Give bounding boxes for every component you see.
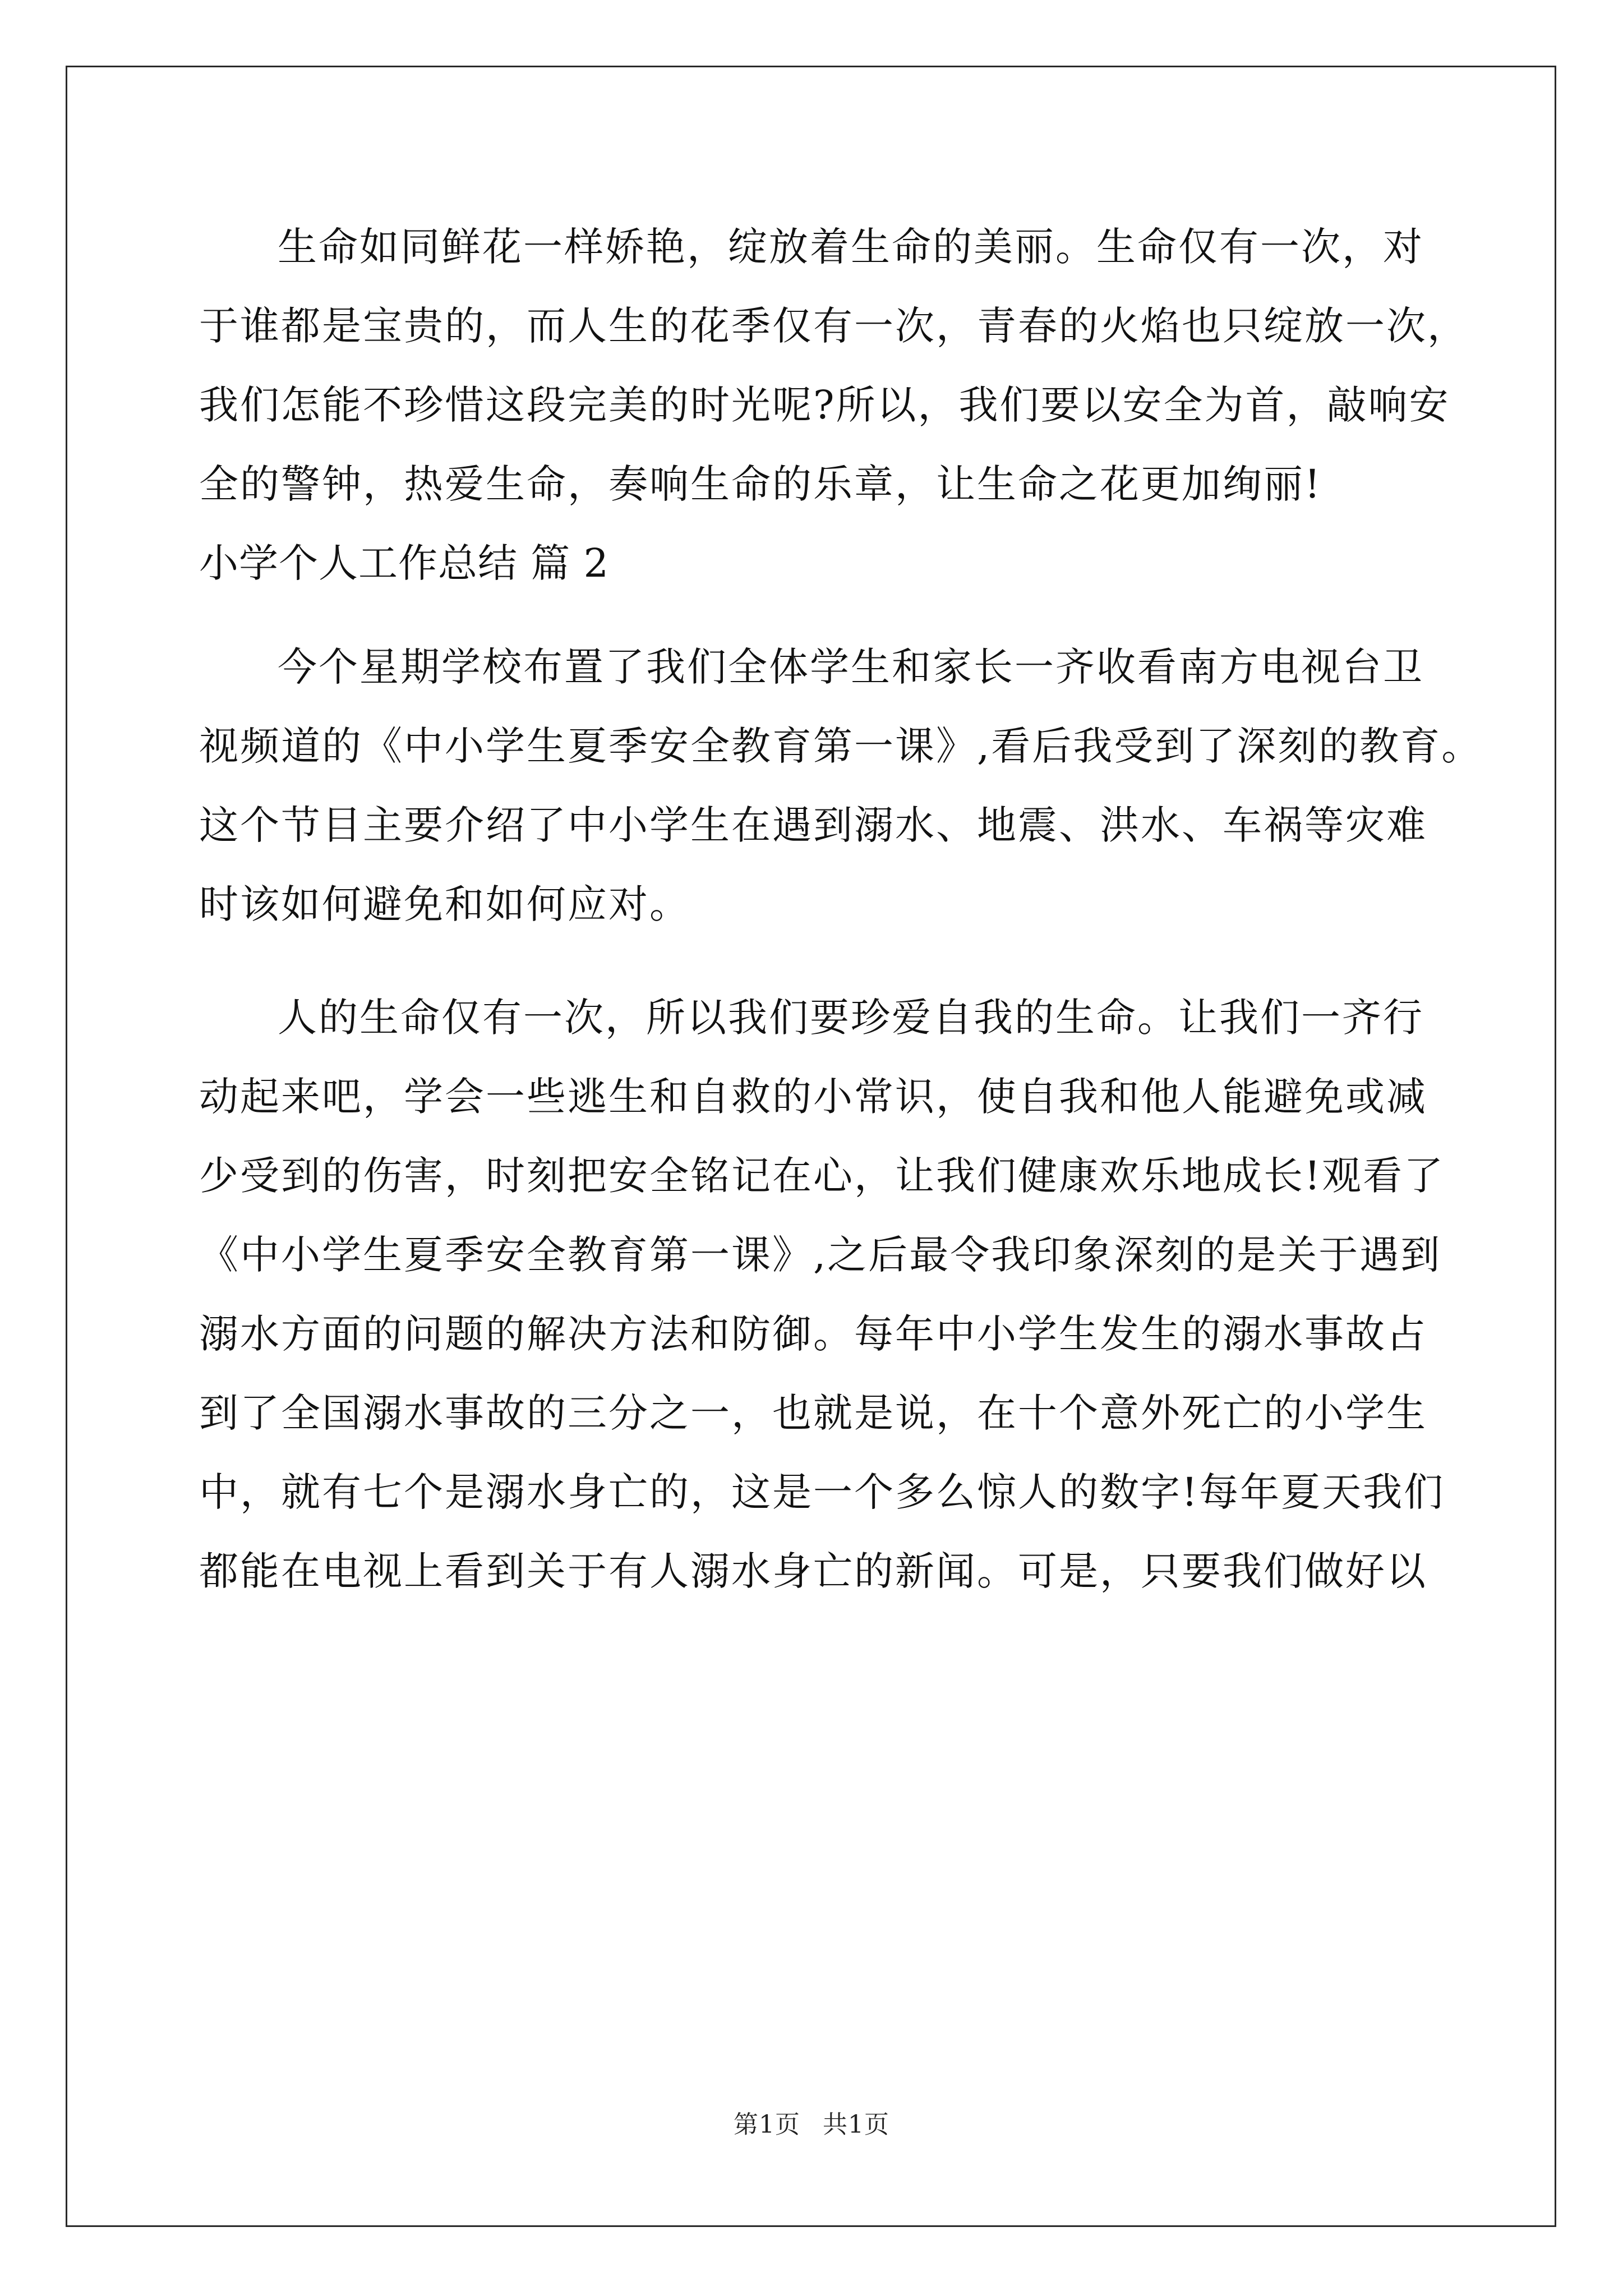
text-line: 今个星期学校布置了我们全体学生和家长一齐收看南方电视台卫 xyxy=(278,644,1424,690)
section-heading: 小学个人工作总结 篇 2 xyxy=(199,540,610,586)
page-footer xyxy=(0,2108,1623,2142)
text-line: 中，就有七个是溺水身亡的，这是一个多么惊人的数字!每年夏天我们 xyxy=(199,1469,1445,1515)
text-line: 视频道的《中小学生夏季安全教育第一课》,看后我受到了深刻的教育。 xyxy=(199,723,1483,769)
text-line: 生命如同鲜花一样娇艳，绽放着生命的美丽。生命仅有一次，对 xyxy=(278,224,1424,270)
document-body xyxy=(199,208,1483,1611)
text-line: 我们怎能不珍惜这段完美的时光呢?所以，我们要以安全为首，敲响安 xyxy=(199,382,1450,428)
text-line: 到了全国溺水事故的三分之一，也就是说，在十个意外死亡的小学生 xyxy=(199,1390,1427,1436)
page-total: 共1页 xyxy=(823,2110,889,2139)
text-line: 全的警钟，热爱生命，奏响生命的乐章，让生命之花更加绚丽! xyxy=(199,461,1322,507)
paragraph-2 xyxy=(199,628,1483,944)
paragraph-1 xyxy=(199,208,1468,524)
page-number: 第1页 xyxy=(734,2110,800,2139)
text-line: 人的生命仅有一次，所以我们要珍爱自我的生命。让我们一齐行 xyxy=(278,995,1424,1041)
paragraph-3 xyxy=(199,978,1445,1611)
text-line: 于谁都是宝贵的，而人生的花季仅有一次，青春的火焰也只绽放一次， xyxy=(199,303,1468,349)
text-line: 动起来吧，学会一些逃生和自救的小常识，使自我和他人能避免或减 xyxy=(199,1074,1427,1120)
text-line: 时该如何避免和如何应对。 xyxy=(199,881,690,927)
text-line: 都能在电视上看到关于有人溺水身亡的新闻。可是，只要我们做好以 xyxy=(199,1548,1427,1594)
text-line: 溺水方面的问题的解决方法和防御。每年中小学生发生的溺水事故占 xyxy=(199,1311,1427,1357)
text-line: 少受到的伤害，时刻把安全铭记在心，让我们健康欢乐地成长!观看了 xyxy=(199,1153,1445,1199)
text-line: 这个节目主要介绍了中小学生在遇到溺水、地震、洪水、车祸等灾难 xyxy=(199,802,1427,848)
text-line: 《中小学生夏季安全教育第一课》,之后最令我印象深刻的是关于遇到 xyxy=(199,1232,1442,1278)
